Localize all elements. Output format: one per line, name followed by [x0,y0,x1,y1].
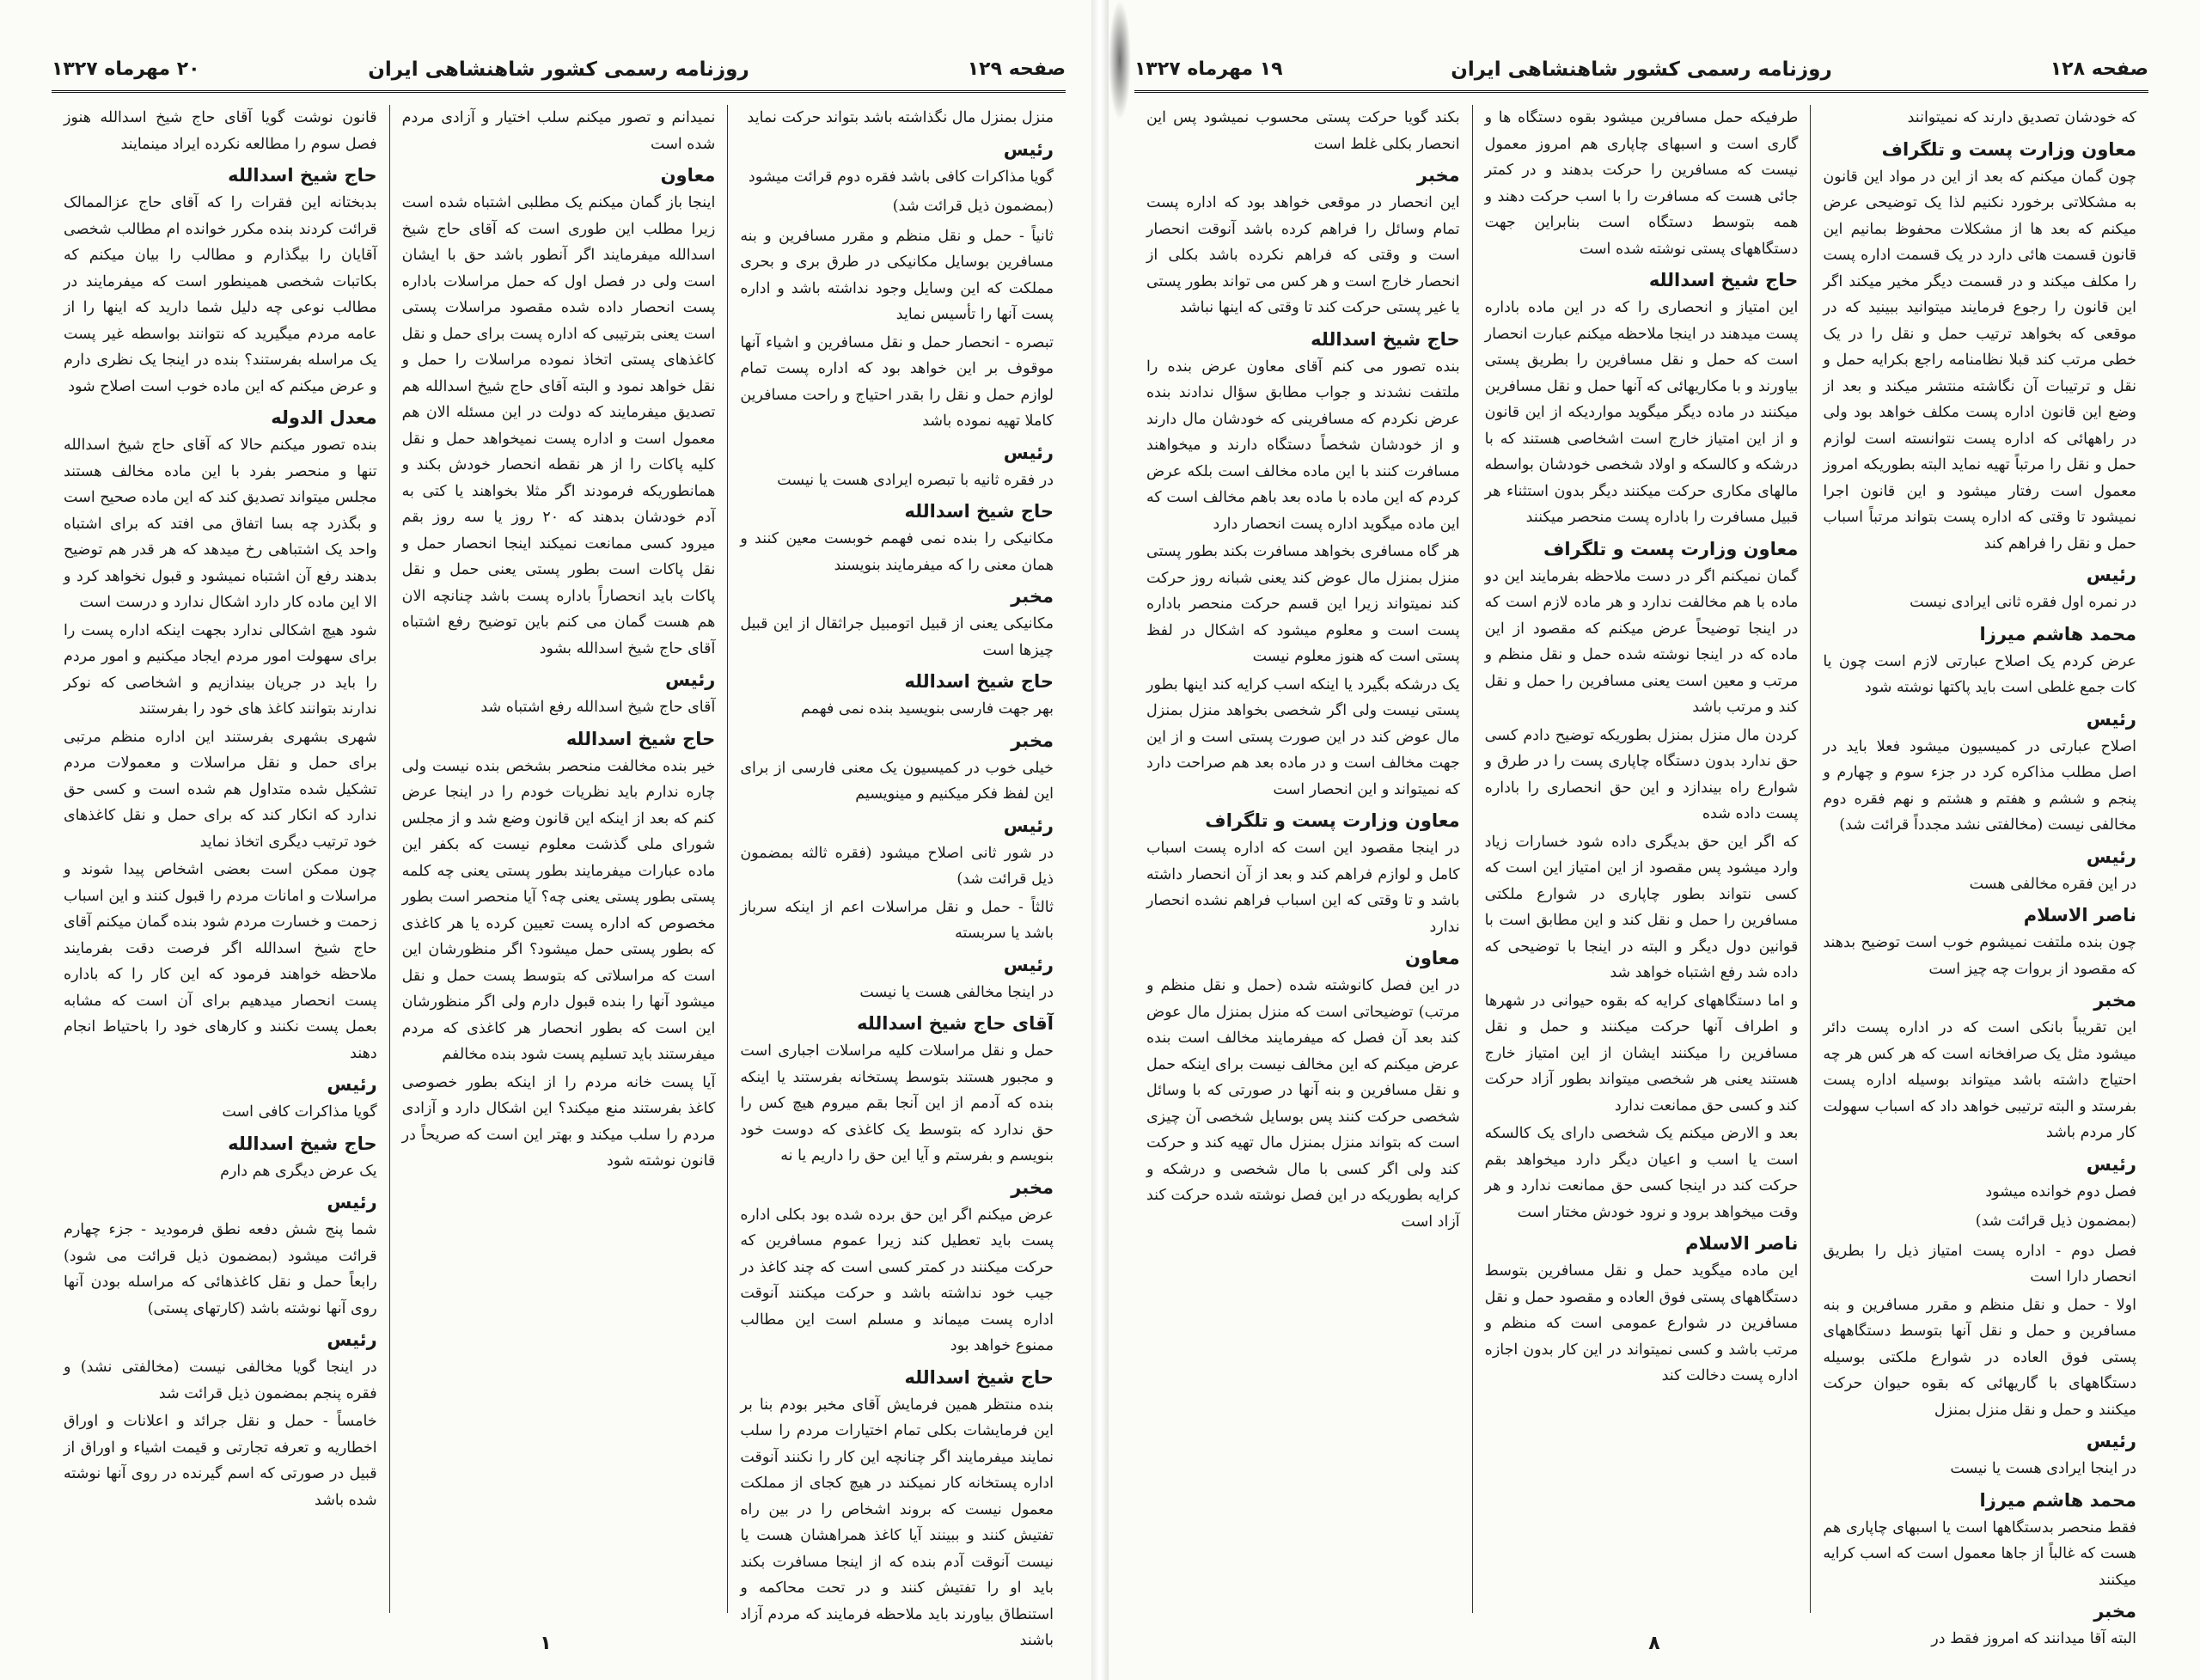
paragraph: فصل دوم - اداره پست امتیاز ذیل را بطریق انحصار دارا است [1823,1242,2136,1286]
left-page-date: ۲۰ مهرماه ۱۳۲۷ [52,58,200,80]
right-page-date: ۱۹ مهرماه ۱۳۲۷ [1134,58,1283,80]
paragraph: گویا مذاکرات کافی باشد فقره دوم قرائت میشود [748,168,1054,186]
speaker-name: حاج شیخ اسدالله [228,165,377,186]
speaker-name: معدل الدوله [271,407,377,428]
left-column-right [727,105,1066,1649]
left-page-masthead: روزنامه رسمی کشور شاهنشاهی ایران [368,58,749,81]
speaker-name: رئیس [2086,846,2136,867]
speaker-name: مخبر [1011,586,1054,607]
binding-gutter [1091,0,1109,1680]
paragraph: یک عرض دیگری هم دارم [220,1162,377,1180]
left-page [0,0,1091,1680]
speaker-name: مخبر [1011,1176,1054,1198]
paragraph: خامساً - حمل و نقل جرائد و اعلانات و اوراق اخطاریه و تعرفه تجارتی و قیمت اشیاء و اوراق از قبیل در صورتی که اسم گیرنده در روی آنها نوشته شده باشد [63,1413,377,1509]
speaker-name: رئیس [327,1074,377,1095]
paragraph: در اینجا مخالفی هست یا نیست [859,983,1054,1001]
paragraph: خیلی خوب در کمیسیون یک معنی فارسی از برای این لفظ فکر میکنیم و مینویسیم [740,759,1054,803]
paragraph: ثانیاً - حمل و نقل منظم و مقرر مسافرین و بنه مسافرین بوسایل مکانیکی در طرق بری و بحری مملکت که این وسایل وجود نداشته باشد و اداره پست آنها را تأسیس نماید [740,227,1054,323]
paragraph: در این فصل کانوشته شده (حمل و نقل منظم و مرتب) توضیحاتی است که منزل بمنزل مال عوض کند بعد آن فصل که میفرمایند مخالف است بنده عرض میکنم که این مخالف نیست برای اینکه حمل و نقل مسافرین و بنه آنها در صورتی که با وسائل شخصی حرکت کنند پس بوسایل شخصی آن چیزی است که بتواند منزل بمنزل مال تهیه کند و حرکت کند ولی اگر کسی با مال شخصی و درشکه و کرایه بطوریکه در این فصل نوشته شده حرکت کند آزاد است [1146,977,1460,1231]
speaker-name: رئیس [1003,815,1054,836]
paragraph: آیا پست خانه مردم را از اینکه بطور خصوصی کاغذ بفرستند منع میکند؟ این اشکال دارد و آزادی مردم را سلب میکند و بهتر این است که صریحاً در قانون نوشته شود [401,1073,716,1170]
paragraph: اولا - حمل و نقل منظم و مقرر مسافرین و بنه مسافرین و حمل و نقل آنها بتوسط دستگاههای پستی فوق العاده در شوارع ملکتی بوسیله دستگاههای با گاریهائی که بقوه حیوان حرکت میکنند و حمل و نقل منزل بمنزل [1823,1296,2136,1419]
left-page-columns [52,105,1066,1649]
left-column-middle [389,105,728,1613]
paragraph: در اینجا مقصود این است که اداره پست اسباب کامل و لوازم فراهم کند و بعد از آن انحصار داشته باشد و تا وقتی که این اسباب فراهم نشده انحصار ندارد [1146,840,1460,936]
paragraph: و اما دستگاههای کرایه که بقوه حیوانی در شهرها و اطراف آنها حرکت میکنند و حمل و نقل مسافرین را میکنند ایشان از این امتیاز خارج هستند یعنی هر شخصی میتواند بطور آزاد حرکت کند و کسی حق ممانعت ندارد [1484,992,1799,1115]
paragraph: بهر جهت فارسی بنویسید بنده نمی فهمم [801,700,1054,718]
paragraph: در فقره ثانیه با تبصره ایرادی هست یا نیست [777,471,1054,489]
paragraph: تبصره - انحصار حمل و نقل مسافرین و اشیاء آنها موقوف بر این خواهد بود که اداره پست تمام لوازم حمل و نقل را بقدر احتیاج و راحت مسافرین کاملا تهیه نموده باشد [740,333,1054,430]
paragraph: خیر بنده مخالفت منحصر بشخص بنده نیست ولی چاره ندارم باید نظریات خودم را در اینجا عرض کنم که بعد از اینکه این قانون وضع شد و از مجلس شورای ملی گذشت معلوم نیست که بکفر این ماده عبارات میفرمایند بطور پستی یعنی چه کلمه پستی بطور پستی یعنی چه؟ آیا منحصر است بطور مخصوص که اداره پست تعیین کرده یا هر کاغذی که بطور پستی حمل میشود؟ اگر منظورشان این است که مراسلاتی که بتوسط پست حمل و نقل میشود آنها را بنده قبول دارم ولی اگر منظورشان این است که بطور انحصار هر کاغذی که مردم میفرستند باید تسلیم پست شود بنده مخالفم [401,757,716,1063]
paragraph: در اینجا ایرادی هست یا نیست [1950,1460,2136,1477]
paragraph: فقط منحصر بدستگاهها است یا اسبهای چاپاری هم هست که غالباً از جاها معمول است که اسب کرایه میکنند [1823,1518,2136,1589]
paragraph: که اگر این حق بدیگری داده شود خسارات زیاد وارد میشود پس مقصود از این امتیاز این است که کسی نتواند بطور چاپاری در شوارع ملکتی مسافرین را حمل و نقل کند و این مطابق است با قوانین دول دیگر و البته در اینجا با توضیحی که داده شد رفع اشتباه خواهد شد [1484,833,1799,981]
right-page [1109,0,2200,1680]
paragraph: شما پنج شش دفعه نطق فرمودید - جزء چهارم قرائت میشود (بمضمون ذیل قرائت می شود) رابعاً حمل و نقل کاغذهائی که مراسله بودن آنها روی آنها نوشته باشد (کارتهای پستی) [63,1221,377,1317]
speaker-name: حاج شیخ اسدالله [904,501,1054,522]
speaker-name: ناصر الاسلام [2023,905,2136,926]
paragraph: در نمره اول فقره ثانی ایرادی نیست [1910,594,2136,611]
left-page-header [52,52,1066,93]
paragraph: منزل بمنزل مال نگذاشته باشد بتواند حرکت نماید [747,109,1054,126]
speaker-name: رئیس [327,1192,377,1213]
right-column-left [1134,105,1472,1613]
paragraph: عرض کردم یک اصلاح عبارتی لازم است چون یا کات جمع غلطی است باید پاکتها نوشته شود [1823,652,2136,696]
paragraph: بنده منتظر همین فرمایش آقای مخبر بودم بنا بر این فرمایشات بکلی تمام اختیارات مردم را سلب نمایند میفرمایند اگر چنانچه این کار را نکنند آنوقت اداره پستخانه کار نمیکند در هیچ کجای از مملکت معمول نیست که بروند اشخاص را در بین راه تفتیش کنند و ببینند آیا کاغذ همراهشان هست یا نیست آنوقت آدم بنده که از اینجا مسافرت بکند باید او را تفتیش کنند و در تحت محاکمه و استنطاق بیاورند باید ملاحظه فرمایند که مردم آزاد باشند [740,1396,1054,1649]
paragraph: فصل دوم خوانده میشود [1985,1182,2136,1200]
right-page-columns [1134,105,2148,1647]
paragraph: مکانیکی را بنده نمی فهمم خوبست معین کنند و همان معنی را که میفرمایند بنویسند [740,530,1054,574]
speaker-name: مخبر [1416,165,1460,186]
paragraph: البته آقا میدانند که امروز فقط در [1931,1630,2136,1647]
paragraph: بعد و الارض میکنم یک شخصی دارای یک کالسکه است یا اسب و اعیان دیگر دارد میخواهد بقم حرکت کند در اینجا کسی حق ممانعت ندارد و هر وقت میخواهد برود و نرود خودش مختار است [1484,1125,1799,1221]
paragraph: ثالثاً - حمل و نقل مراسلات اعم از اینکه سرباز باشد یا سربسته [740,898,1054,942]
paragraph: مکانیکی یعنی از قبیل اتومبیل جراثقال از این قبیل چیزها است [740,615,1054,659]
speaker-name: رئیس [1003,138,1054,160]
paragraph: بنده تصور می کنم آقای معاون عرض بنده را ملتفت نشدند و جواب مطابق سؤال ندادند بنده عرض نکردم که مسافرینی که خودشان مال دارند و از خودشان شخصاً دستگاه دارند و میخواهند مسافرت کنند با این ماده مخالف است بلکه عرض کردم که این ماده با ماده بعد باهم مخالف است که این ماده میگوید اداره پست انحصار دارد [1146,357,1460,533]
paragraph: گمان نمیکنم اگر در دست ملاحظه بفرمایند این دو ماده با هم مخالفت ندارد و هر ماده لازم است که در اینجا توضیحاً عرض میکنم که مقصود از این ماده که در اینجا نوشته شده حمل و نقل منظم و مرتب و معین است یعنی مسافرین را حمل و نقل کند و مرتب باشد [1484,567,1799,716]
right-page-header [1134,52,2148,93]
paragraph: چون گمان میکنم که بعد از این در مواد این قانون به مشکلاتی برخورد نکنیم لذا یک توضیحی عرض میکنم که بعد ها از مشکلات محفوظ بمانیم این قانون قسمت هائی دارد در یک قسمت اداره پست را مکلف میکند و در قسمت دیگر مخیر میکند اگر این قانون را رجوع فرمایند میتوانید ببینید که در موقعی که بخواهد ترتیب حمل و نقل را در یک خطی مرتب کند قبلا نظامنامه راجع بکرایه حمل و نقل و ترتیبات آن نگاشته منتشر میکند و بعد از وضع این قانون اداره پست مکلف خواهد بود ولی در راههائی که اداره پست نتوانسته است لوازم حمل و نقل را مرتباً تهیه نماید البته بطوریکه امروز معمول است رفتار میشود و این قانون اجرا نمیشود تا وقتی که اداره پست بتواند مرتباً اسباب حمل و نقل را فراهم کند [1823,168,2136,553]
speaker-name: محمد هاشم میرزا [1979,623,2136,645]
paragraph: اصلاح عبارتی در کمیسیون میشود فعلا باید در اصل مطلب مذاکره کرد در جزء سوم و چهارم و پنجم و ششم و هفتم و هشتم و نهم فقره دوم مخالفی نیست (مخالفتی نشد مجدداً قرائت شد) [1823,737,2136,834]
speaker-name: حاج شیخ اسدالله [1648,270,1799,290]
reading-note: (بمضمون ذیل قرائت شد) [892,198,1054,215]
speaker-name: مخبر [2093,1601,2136,1622]
speaker-name: حاج شیخ اسدالله [904,671,1054,692]
paragraph: شهری بشهری بفرستند این اداره منظم مرتبی برای حمل و نقل مراسلات و معمولات مردم تشکیل شده متداول هم شده است و کسی حق ندارد که انکار کند که برای حمل و نقل کاغذهای خود ترتیب دیگری اتخاذ نماید [63,728,377,851]
speaker-name: مخبر [2093,990,2136,1011]
speaker-name: ناصر الاسلام [1685,1233,1799,1254]
paragraph: بکند گویا حرکت پستی محسوب نمیشود پس این انحصار بکلی غلط است [1146,109,1460,153]
speaker-name: رئیس [2086,565,2136,585]
paragraph: بدبختانه این فقرات را که آقای حاج عزالممالک قرائت کردند بنده مکرر خوانده ام مطالب شخصی آقایان را بیگذارم و مطالب را بیان میکنم که بکاتبات شخصی همینطور است که میفرمایند در مطالب نوعی چه دلیل شما دارید که اینها را از عامه مردم میگیرید که نتوانند بواسطه غیر پست یک مراسله بفرستند؟ بنده در اینجا یک نظری دارم و عرض میکنم که این ماده خوب است اصلاح شود [63,194,377,395]
left-column-left [52,105,389,1613]
binding-shadow [1109,0,1131,120]
reading-note: (بمضمون ذیل قرائت شد) [1975,1213,2136,1230]
speaker-name: معاون [1404,948,1460,968]
speaker-name: معاون وزارت پست و تلگراف [1543,538,1799,559]
speaker-name: معاون وزارت پست و تلگراف [1881,138,2136,160]
paragraph: طرفیکه حمل مسافرین میشود بقوه دستگاه ها و گاری است و اسبهای چاپاری هم امروز معمول نیست که مسافرین را حرکت بدهند و در کمتر جائی هست که مسافرت را با اسب حرکت دهند و همه بتوسط دستگاه است بنابراین جهت دستگاههای پستی نوشته شده است [1484,109,1799,258]
paragraph: این انحصار در موقعی خواهد بود که اداره پست تمام وسائل را فراهم کرده باشد آنوقت انحصار است و وقتی که فراهم نکرده باشد بکلی از انحصار خارج است و هر کس می تواند بطور پستی یا غیر پستی حرکت کند تا وقتی که اینها نباشد [1146,194,1460,316]
speaker-name: مخبر [1011,730,1054,751]
speaker-name: رئیس [665,669,716,690]
speaker-name: معاون وزارت پست و تلگراف [1205,810,1460,831]
paragraph: نمیدانم و تصور میکنم سلب اختیار و آزادی مردم شده است [401,109,716,153]
paragraph: در این فقره مخالفی هست [1969,875,2136,893]
speaker-name: رئیس [2086,1431,2136,1451]
paragraph: اینجا باز گمان میکنم یک مطلبی اشتباه شده است زیرا مطلب این طوری است که آقای حاج شیخ اسدالله میفرمایند اگر آنطور باشد حق با ایشان است ولی در فصل اول که حمل مراسلات باداره پست انحصار داده شده مقصود مراسلات پستی است یعنی بترتیبی که اداره پست برای حمل و نقل کاغذهای پستی اتخاذ نموده مراسلات را حمل و نقل خواهد نمود و البته آقای حاج شیخ اسدالله هم تصدیق میفرمایند که دولت در این مسئله الان هم معمول است و اداره پست نمیخواهد حمل و نقل کلیه پاکات را از هر نقطه انحصار خودش بکند و همانطوریکه فرمودند اگر مثلا بخواهند یا کتی به آدم خودشان بدهند که ۲۰ روز یا سه روز بقم میرود کسی ممانعت نمیکند اینجا انحصار حمل و نقل پاکات است بطور پستی یعنی حمل و نقل پاکات باید انحصاراً باداره پست باشد چنانچه الان هم هست گمان می کنم باین توضیح رفع اشتباه آقای حاج شیخ اسدالله بشود [401,194,716,657]
right-page-number: صفحه ۱۲۸ [2050,58,2148,80]
paragraph: این امتیاز و انحصاری را که در این ماده باداره پست میدهند در اینجا ملاحظه میکنم عبارت انحصار است که حمل و نقل مسافرین را بطریق پستی بیاورند و با مکاریهائی که آنها حمل و نقل مسافرین میکنند در ماده دیگر میگوید مواردیکه از این قانون و از این امتیاز خارج است اشخاصی هستند که با درشکه و کالسکه و اولاد شخصی خودشان بواسطه مالهای مکاری حرکت میکنند دیگر بدون استثناء هر قبیل مسافرت را باداره پست منحصر میکنند [1484,299,1799,526]
speaker-name: رئیس [2086,708,2136,730]
speaker-name: حاج شیخ اسدالله [1311,328,1460,350]
paragraph: در شور ثانی اصلاح میشود (فقره ثالثه بمضمون ذیل قرائت شد) [740,844,1054,888]
paragraph: این ماده میگوید حمل و نقل مسافرین بتوسط دستگاههای پستی فوق العاده و مقصود حمل و نقل مسافرین در شوارع عمومی است که منظم و مرتب باشد و کسی نمیتواند در این کار بدون اجازه اداره پست دخالت کند [1484,1262,1799,1384]
right-page-folio: ۸ [1648,1633,1660,1654]
speaker-name: آقای حاج شیخ اسدالله [857,1013,1054,1034]
left-page-folio: ۱ [540,1633,552,1654]
speaker-name: محمد هاشم میرزا [1979,1489,2136,1511]
speaker-name: حاج شیخ اسدالله [228,1133,377,1154]
right-column-right [1810,105,2148,1647]
paragraph: عرض میکنم اگر این حق برده شده بود بکلی اداره پست باید تعطیل کند زیرا عموم مسافرین که حرکت میکنند در کمتر کسی است که چند کاغذ در جیب خود نداشته باشد و حرکت میکنند آنوقت اداره پست میماند و مسلم است این مطالب ممنوع خواهد بود [740,1206,1054,1354]
paragraph: در اینجا گویا مخالفی نیست (مخالفتی نشد) و فقره پنجم بمضمون ذیل قرائت شد [63,1359,377,1402]
paragraph: بنده تصور میکنم حالا که آقای حاج شیخ اسدالله تنها و منحصر بفرد با این ماده مخالف هستند مجلس میتواند تصدیق کند که این ماده صحیح است و بگذرد چه بسا اتفاق می افتد که برای اشتباه واحد یک اشتباهی رخ میدهد که هر قدر هم توضیح بدهند رفع آن اشتباه نمیشود و قبول نخواهد کرد و الا این ماده کار دارد اشکال ندارد و درست است [63,437,377,611]
paragraph: شود هیچ اشکالی ندارد بجهت اینکه اداره پست را برای سهولت امور مردم ایجاد میکنیم و امور مردم را باید در جریان بیندازیم و اشخاصی که نوکر ندارند بتوانند کاغذ های خود را بفرستند [63,621,377,718]
left-page-number: صفحه ۱۲۹ [967,58,1066,80]
paragraph: کردن مال منزل بمنزل بطوریکه توضیح دادم کسی حق ندارد بدون دستگاه چاپاری پست را در طرق و شوارع راه بیندازد و این حق انحصاری را باداره پست داده شده [1484,726,1799,822]
paragraph: هر گاه مسافری بخواهد مسافرت بکند بطور پستی منزل بمنزل مال عوض کند یعنی شبانه روز حرکت کند نمیتواند زیرا این قسم حرکت منحصر باداره پست است و معلوم میشود که اشکال در لفظ پستی است که هنوز معلوم نیست [1146,543,1460,665]
paragraph: گویا مذاکرات کافی است [222,1103,377,1121]
right-column-middle [1472,105,1811,1613]
speaker-name: حاج شیخ اسدالله [904,1366,1054,1388]
paragraph: یک درشکه بگیرد یا اینکه اسب کرایه کند اینها بطور پستی نیست ولی اگر شخصی بخواهد منزل بمنزل مال عوض کند در این صورت پستی است و از این جهت مخالف است و در ماده بعد هم صراحت دارد که نمیتواند و این انحصار است [1146,675,1460,798]
paragraph: که خودشان تصدیق دارند که نمیتوانند [1907,109,2136,126]
paragraph: حمل و نقل مراسلات کلیه مراسلات اجباری است و مجبور هستند بتوسط پستخانه بفرستند یا اینکه بنده که آدمم از این آنجا بقم میروم هیچ کس را حق ندارد که بتوسط یک کاغذی که دوست خود بنویسم و بفرستم و آیا این حق را داریم یا نه [740,1042,1054,1164]
speaker-name: رئیس [1003,954,1054,975]
paragraph: چون ممکن است بعضی اشخاص پیدا شوند و مراسلات و امانات مردم را قبول کنند و این اسباب زحمت و خسارت مردم شود بنده گمان میکنم آقای حاج شیخ اسدالله اگر فرصت دقت بفرمایند ملاحظه خواهند فرمود که این کار را که باداره پست انحصار میدهیم برای آن است که مشابه بعمل پست نکنند و کارهای خود را باحتیاط انجام دهند [63,861,377,1062]
right-page-masthead: روزنامه رسمی کشور شاهنشاهی ایران [1451,58,1832,81]
paragraph: قانون نوشت گویا آقای حاج شیخ اسدالله هنوز فصل سوم را مطالعه نکرده ایراد مینمایند [63,109,377,153]
speaker-name: رئیس [2086,1153,2136,1175]
speaker-name: حاج شیخ اسدالله [565,728,716,749]
speaker-name: رئیس [327,1329,377,1350]
speaker-name: معاون [660,165,716,186]
paragraph: این تقریباً بانکی است که در اداره پست دائر میشود مثل یک صرافخانه است که هر کس هر چه احتیاج داشته باشد میتواند بوسیله اداره پست بفرستد و البته ترتیبی خواهد داد که اسباب سهولت کار مردم باشد [1823,1019,2136,1141]
speaker-name: رئیس [1003,442,1054,463]
paragraph: چون بنده ملتفت نمیشوم خوب است توضیح بدهند که مقصود از بروات چه چیز است [1823,934,2136,978]
paragraph: آقای حاج شیخ اسدالله رفع اشتباه شد [480,699,716,716]
